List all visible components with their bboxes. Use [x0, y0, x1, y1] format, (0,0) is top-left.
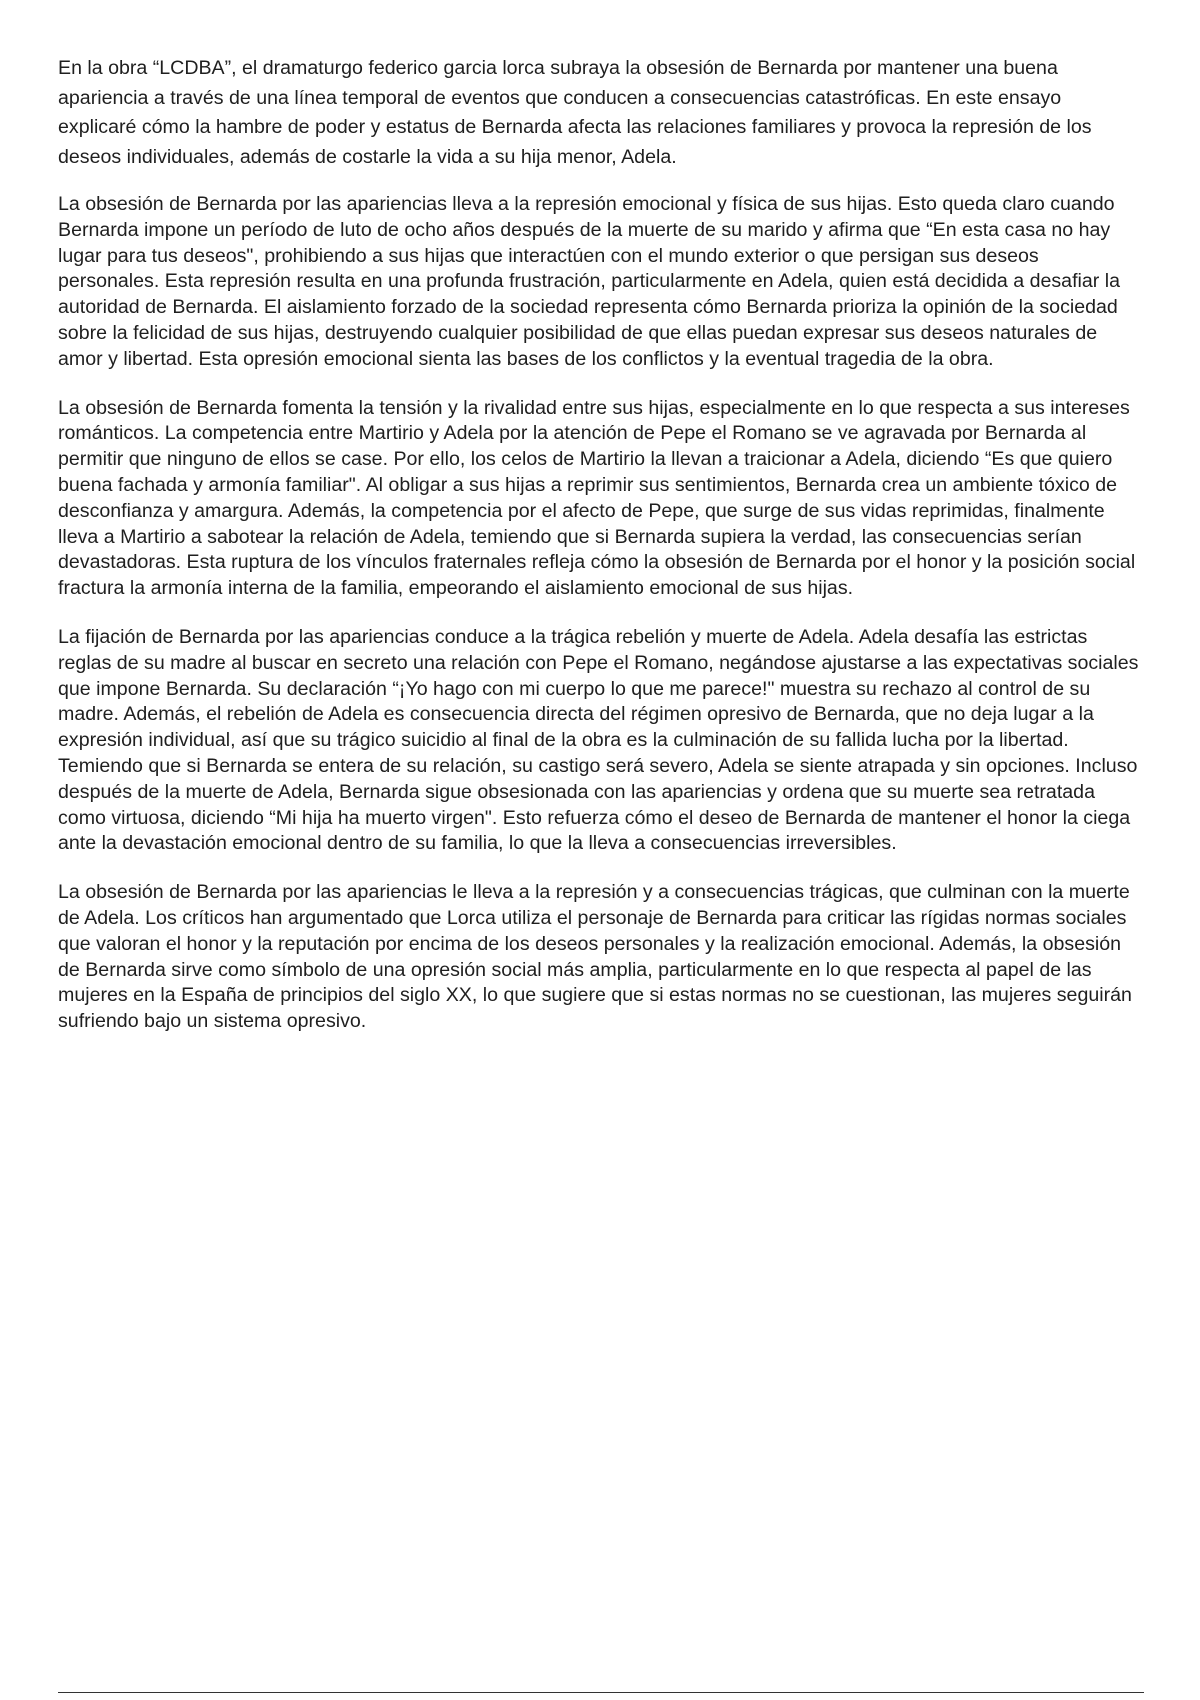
paragraph-repression: La obsesión de Bernarda por las apariencias lleva a la represión emocional y física de sus hijas. Esto queda claro cuando Bernarda impone un período de luto de ocho años después de la muerte de su marido y afirma que “En esta casa no hay lugar para tus deseos", prohibiendo a sus hijas que interactúen con el mundo exterior o que persigan sus deseos personales. Esta represión resulta en una profunda frustración, particularmente en Adela, quien está decidida a desafiar la autoridad de Bernarda. El aislamiento forzado de la sociedad representa cómo Bernarda prioriza la opinión de la sociedad sobre la felicidad de sus hijas, destruyendo cualquier posibilidad de que ellas puedan expresar sus deseos naturales de amor y libertad. Esta opresión emocional sienta las bases de los conflictos y la eventual tragedia de la obra. [58, 193, 1120, 370]
document-page [58, 54, 1144, 1058]
paragraph-introduction: En la obra “LCDBA”, el dramaturgo federico garcia lorca subraya la obsesión de Bernarda por mantener una buena apariencia a través de una línea temporal de eventos que conducen a consecuencias catastróficas. En este ensayo explicaré cómo la hambre de poder y estatus de Bernarda afecta las relaciones familiares y provoca la represión de los deseos individuales, además de costarle la vida a su hija menor, Adela. [58, 57, 1092, 168]
paragraph-rebellion: La fijación de Bernarda por las apariencias conduce a la trágica rebelión y muerte de Adela. Adela desafía las estrictas reglas de su madre al buscar en secreto una relación con Pepe el Romano, negándose ajustarse a las expectativas sociales que impone Bernarda. Su declaración “¡Yo hago con mi cuerpo lo que me parece!" muestra su rechazo al control de su madre. Además, el rebelión de Adela es consecuencia directa del régimen opresivo de Bernarda, que no deja lugar a la expresión individual, así que su trágico suicidio al final de la obra es la culminación de su fallida lucha por la libertad. Temiendo que si Bernarda se entera de su relación, su castigo será severo, Adela se siente atrapada y sin opciones. Incluso después de la muerte de Adela, Bernarda sigue obsesionada con las apariencias y ordena que su muerte sea retratada como virtuosa, diciendo “Mi hija ha muerto virgen". Esto refuerza cómo el deseo de Bernarda de mantener el honor la ciega ante la devastación emocional dentro de su familia, lo que la lleva a consecuencias irreversibles. [58, 625, 1139, 855]
paragraph-conclusion: La obsesión de Bernarda por las apariencias le lleva a la represión y a consecuencias trágicas, que culminan con la muerte de Adela. Los críticos han argumentado que Lorca utiliza el personaje de Bernarda para criticar las rígidas normas sociales que valoran el honor y la reputación por encima de los deseos personales y la realización emocional. Además, la obsesión de Bernarda sirve como símbolo de una opresión social más amplia, particularmente en lo que respecta al papel de las mujeres en la España de principios del siglo XX, lo que sugiere que si estas normas no se cuestionan, las mujeres seguirán sufriendo bajo un sistema opresivo. [58, 881, 1132, 1033]
paragraph-rivalry: La obsesión de Bernarda fomenta la tensión y la rivalidad entre sus hijas, especialmente en lo que respecta a sus intereses románticos. La competencia entre Martirio y Adela por la atención de Pepe el Romano se ve agravada por Bernarda al permitir que ninguno de ellos se case. Por ello, los celos de Martirio la llevan a traicionar a Adela, diciendo “Es que quiero buena fachada y armonía familiar". Al obligar a sus hijas a reprimir sus sentimientos, Bernarda crea un ambiente tóxico de desconfianza y amargura. Además, la competencia por el afecto de Pepe, que surge de sus vidas reprimidas, finalmente lleva a Martirio a sabotear la relación de Adela, temiendo que si Bernarda supiera la verdad, las consecuencias serían devastadoras. Esta ruptura de los vínculos fraternales refleja cómo la obsesión de Bernarda por el honor y la posición social fractura la armonía interna de la familia, empeorando el aislamiento emocional de sus hijas. [58, 396, 1136, 600]
footer-divider [58, 1692, 1144, 1693]
